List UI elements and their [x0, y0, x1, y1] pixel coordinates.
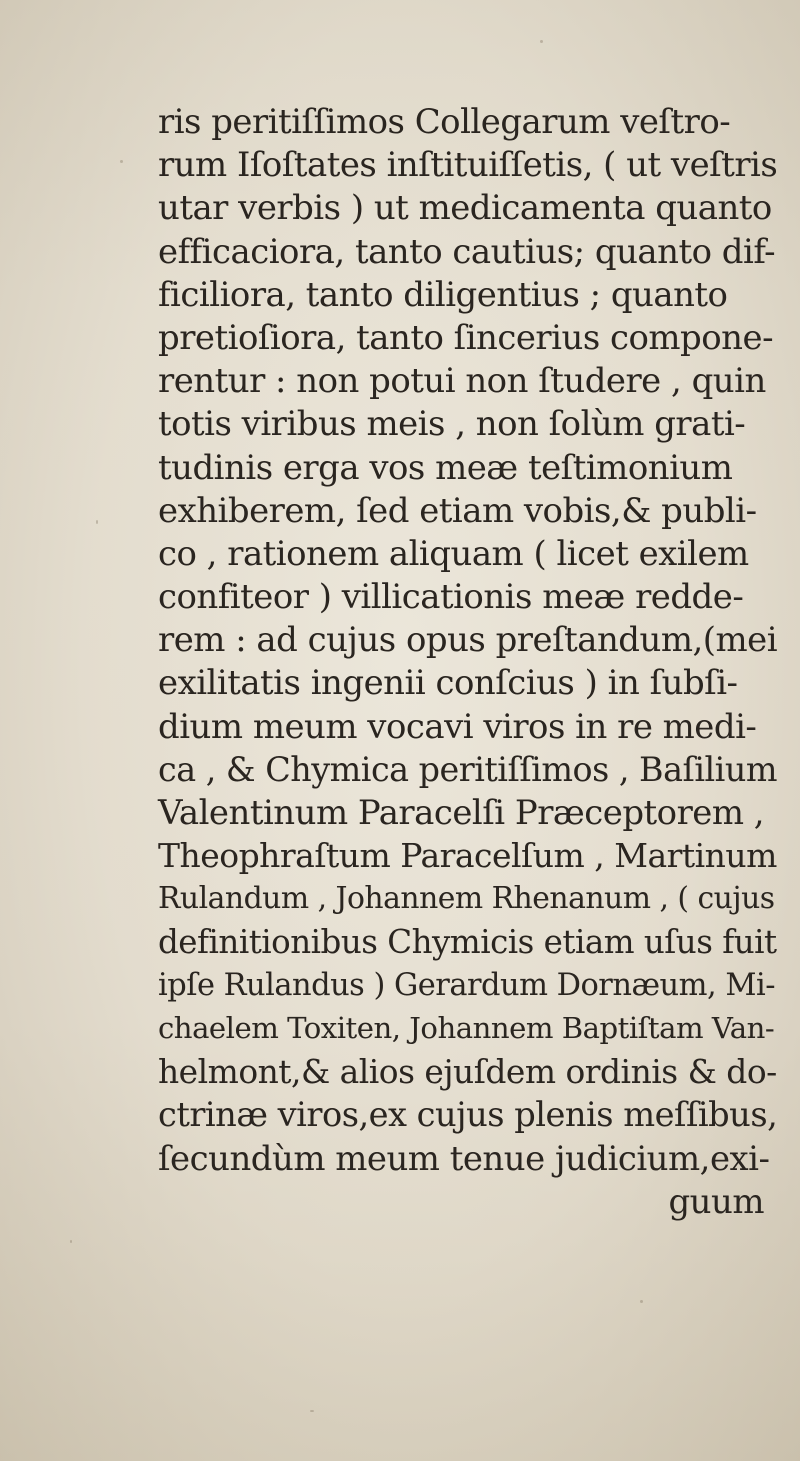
text-line: utar verbis ) ut medicamenta quanto — [158, 188, 772, 228]
paper-speck — [96, 520, 98, 524]
text-line: ris peritiſſimos Collegarum veſtro- — [158, 102, 731, 141]
body-text — [158, 100, 798, 1223]
text-line: rum Iſoſtates inſtituiſſetis, ( ut veſtris — [158, 145, 778, 185]
text-line: exhiberem, ſed etiam vobis,& publi- — [158, 490, 757, 530]
text-line: ca , & Chymica peritiſſimos , Baſilium — [158, 749, 777, 789]
text-line: ipſe Rulandus ) Gerardum Dornæum, Mi- — [158, 967, 775, 1003]
text-line: totis viribus meis , non ſolùm grati- — [158, 404, 746, 444]
text-line: Theophraſtum Paracelſum , Martinum — [158, 836, 777, 876]
text-line: dium meum vocavi viros in re medi- — [158, 706, 757, 746]
paper-speck — [70, 1240, 72, 1243]
paper-speck — [640, 1300, 643, 1303]
paper-speck — [540, 40, 543, 43]
text-line: ctrinæ viros,ex cujus plenis meſſibus, — [158, 1095, 778, 1135]
text-line: co , rationem aliquam ( licet exilem — [158, 533, 749, 573]
text-line: tudinis erga vos meæ teſtimonium — [158, 447, 733, 487]
text-line: pretioſiora, tanto ſincerius compone- — [158, 317, 774, 357]
paper-speck — [310, 1410, 314, 1412]
text-line: helmont,& alios ejuſdem ordinis & do- — [158, 1052, 777, 1092]
text-line: efficaciora, tanto cautius; quanto dif- — [158, 231, 776, 271]
text-line: Rulandum , Johannem Rhenanum , ( cujus — [158, 881, 775, 917]
text-line: definitionibus Chymicis etiam uſus fuit — [158, 922, 777, 961]
text-line: chaelem Toxiten, Johannem Baptiſtam Van- — [158, 1010, 775, 1045]
text-line: exilitatis ingenii conſcius ) in ſubſi- — [158, 663, 738, 703]
text-line: confiteor ) villicationis meæ redde- — [158, 577, 744, 617]
text-line: ſecundùm meum tenue judicium,exi- — [158, 1138, 770, 1178]
text-line: Valentinum Paracelſi Præceptorem , — [158, 793, 765, 832]
text-line: rem : ad cujus opus preſtandum,(mei — [158, 620, 778, 660]
text-line: ficiliora, tanto diligentius ; quanto — [158, 274, 728, 314]
text-line: rentur : non potui non ſtudere , quin — [158, 361, 766, 401]
catchword: guum — [668, 1181, 764, 1221]
paper-speck — [120, 160, 123, 163]
